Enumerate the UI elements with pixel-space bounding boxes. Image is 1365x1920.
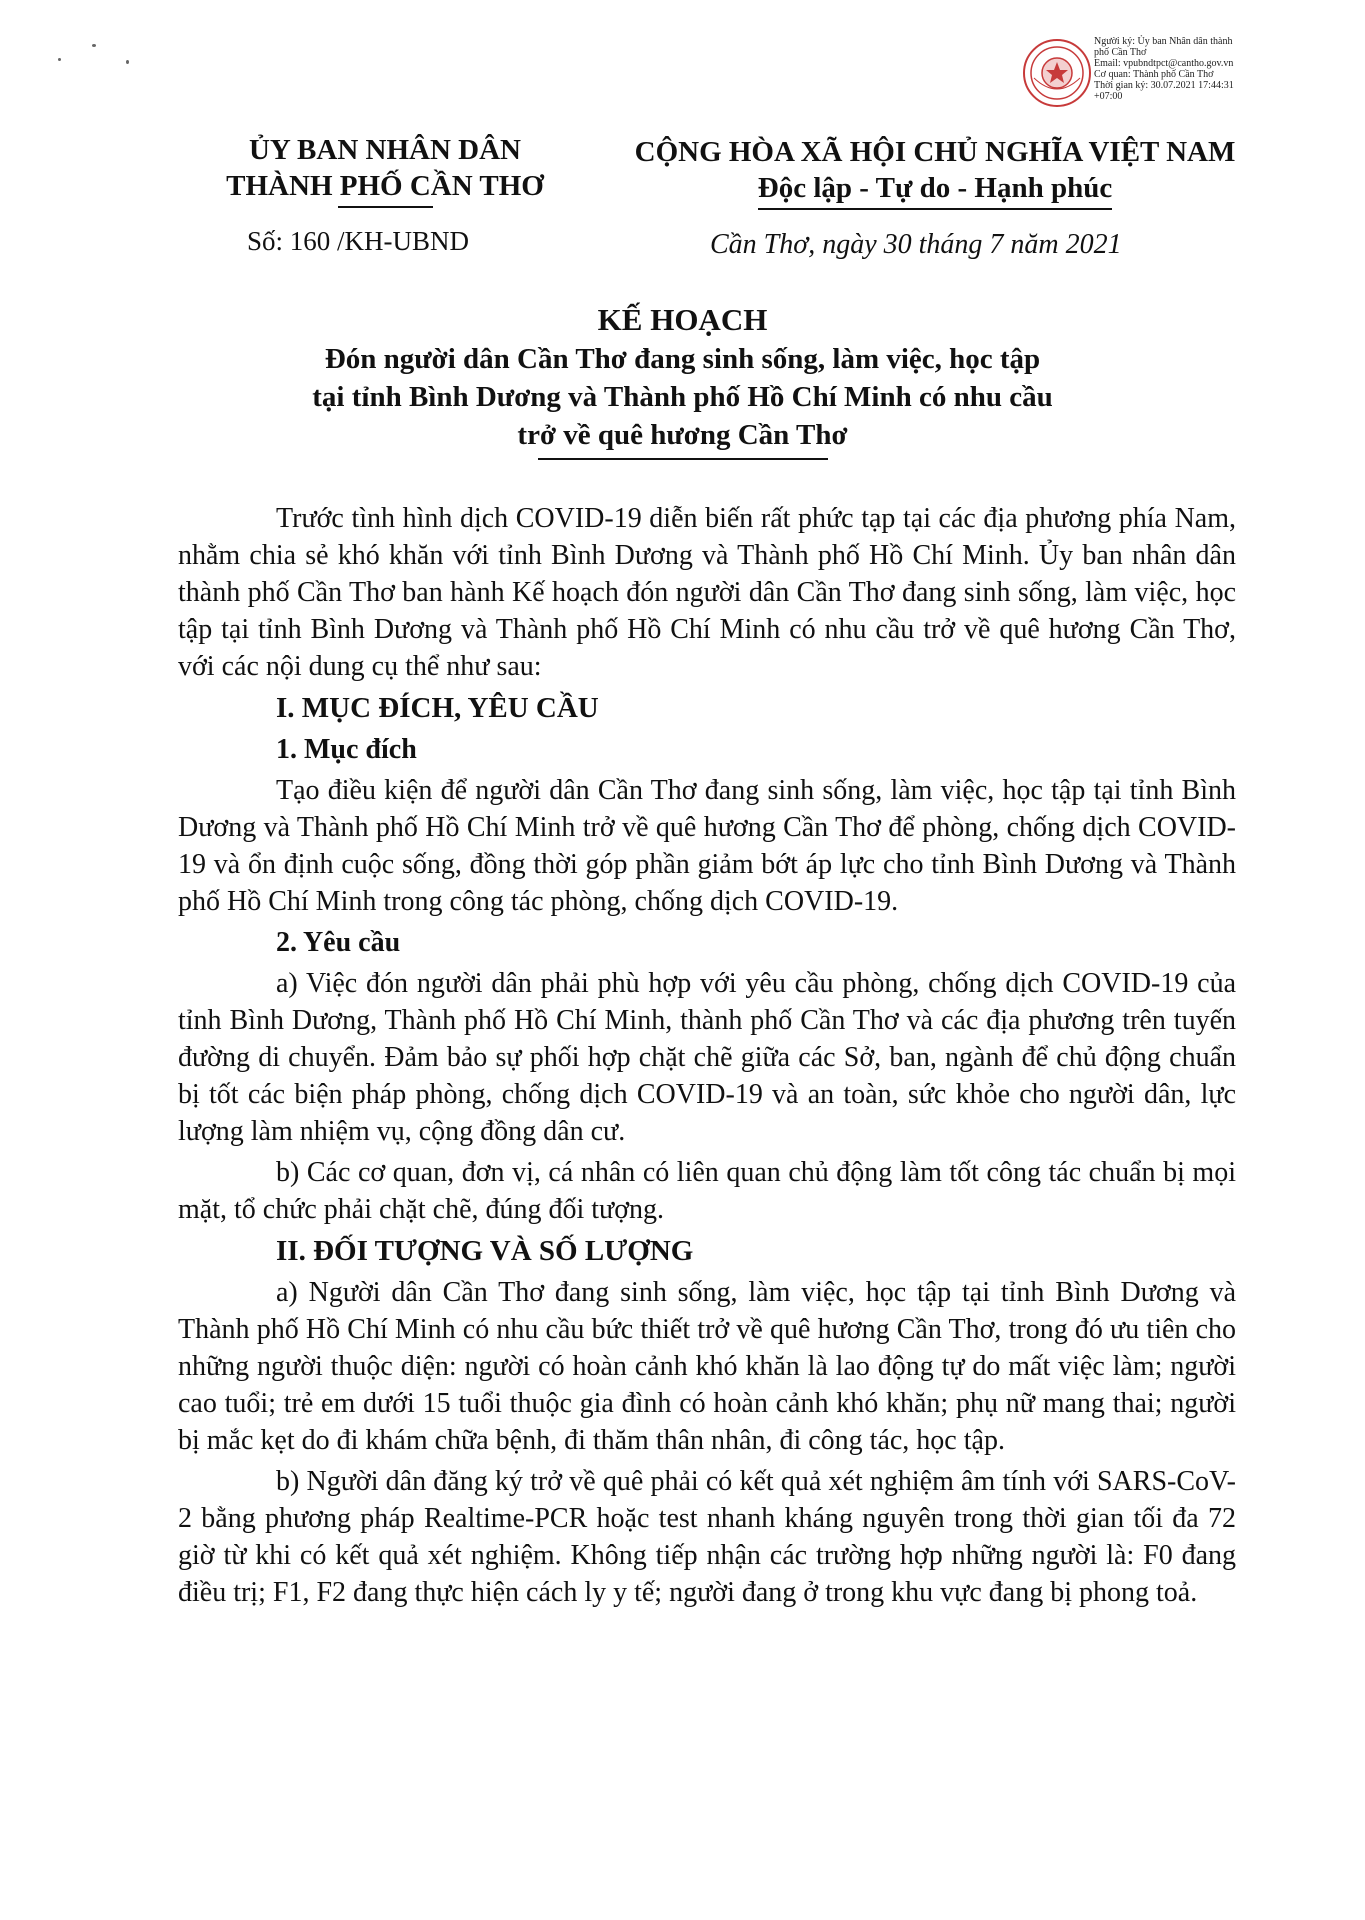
signature-line: +07:00 bbox=[1094, 91, 1123, 102]
body-paragraph: Tạo điều kiện để người dân Cần Thơ đang sinh sống, làm việc, học tập tại tỉnh Bình Dương và Thành phố Hồ Chí Minh trở về quê hương Cần Thơ để phòng, chống dịch COVID-19 và ổn định cuộc sống, đồng thời góp phần giảm bớt áp lực cho tỉnh Bình Dương và Thành phố Hồ Chí Minh trong công tác phòng, chống dịch COVID-19. bbox=[178, 775, 1236, 917]
national-motto: Độc lập - Tự do - Hạnh phúc bbox=[758, 170, 1113, 210]
title-line-1: Đón người dân Cần Thơ đang sinh sống, làm việc, học tập bbox=[324, 343, 1041, 375]
section-heading: II. ĐỐI TƯỢNG VÀ SỐ LƯỢNG bbox=[276, 1235, 694, 1267]
signature-line: Thời gian ký: 30.07.2021 17:44:31 bbox=[1094, 80, 1234, 91]
subsection-heading: 2. Yêu cầu bbox=[276, 927, 401, 958]
body-paragraph: a) Việc đón người dân phải phù hợp với yêu cầu phòng, chống dịch COVID-19 của tỉnh Bình Dương, Thành phố Hồ Chí Minh, thành phố Cần Thơ và các địa phương trên tuyến đường di chuyển. Đảm bảo sự phối hợp chặt chẽ giữa các Sở, ban, ngành để chủ động chuẩn bị tốt các biện pháp phòng, chống dịch COVID-19 và an toàn, sức khỏe cho người dân, lực lượng làm nhiệm vụ, cộng đồng dân cư. bbox=[178, 968, 1236, 1147]
issuing-agency bbox=[200, 132, 570, 208]
place-and-date: Cần Thơ, ngày 30 tháng 7 năm 2021 bbox=[710, 229, 1122, 260]
national-emblem-seal-icon bbox=[1022, 38, 1092, 108]
title-underline bbox=[538, 458, 828, 460]
signature-line: Email: vpubndtpct@cantho.gov.vn bbox=[1094, 58, 1234, 69]
title-line-2: tại tỉnh Bình Dương và Thành phố Hồ Chí Minh có nhu cầu bbox=[312, 381, 1053, 413]
digital-signature-info bbox=[1094, 36, 1294, 102]
document-title bbox=[200, 300, 1165, 460]
subsection-heading: 1. Mục đích bbox=[276, 734, 417, 765]
nation-name: CỘNG HÒA XÃ HỘI CHỦ NGHĨA VIỆT NAM bbox=[634, 136, 1236, 168]
body-paragraph: b) Các cơ quan, đơn vị, cá nhân có liên quan chủ động làm tốt công tác chuẩn bị mọi mặt, tổ chức phải chặt chẽ, đúng đối tượng. bbox=[178, 1157, 1236, 1225]
section-heading: I. MỤC ĐÍCH, YÊU CẦU bbox=[276, 692, 599, 724]
document-number: Số: 160 /KH-UBND bbox=[247, 226, 470, 256]
agency-line-2: THÀNH PHỐ CẦN THƠ bbox=[226, 170, 544, 202]
signature-line: Cơ quan: Thành phố Cần Thơ bbox=[1094, 69, 1214, 80]
scan-speck bbox=[58, 58, 61, 61]
scan-speck bbox=[126, 60, 129, 64]
agency-line-1: ỦY BAN NHÂN DÂN bbox=[248, 134, 521, 166]
scan-speck bbox=[92, 44, 96, 47]
title-line-3: trở về quê hương Cần Thơ bbox=[517, 419, 848, 451]
national-header bbox=[615, 134, 1255, 210]
intro-paragraph: Trước tình hình dịch COVID-19 diễn biến rất phức tạp tại các địa phương phía Nam, nhằm chia sẻ khó khăn với tỉnh Bình Dương và Thành phố Hồ Chí Minh. Ủy ban nhân dân thành phố Cần Thơ ban hành Kế hoạch đón người dân Cần Thơ đang sinh sống, làm việc, học tập tại tỉnh Bình Dương và Thành phố Hồ Chí Minh có nhu cầu trở về quê hương Cần Thơ, với các nội dung cụ thể như sau: bbox=[178, 503, 1236, 682]
agency-underline bbox=[338, 206, 433, 208]
signature-line: Người ký: Ủy ban Nhân dân thành bbox=[1094, 36, 1233, 47]
document-type: KẾ HOẠCH bbox=[597, 302, 768, 337]
document-body bbox=[178, 500, 1236, 1615]
signature-line: phố Cần Thơ bbox=[1094, 47, 1147, 58]
body-paragraph: a) Người dân Cần Thơ đang sinh sống, làm việc, học tập tại tỉnh Bình Dương và Thành phố Hồ Chí Minh có nhu cầu bức thiết trở về quê hương Cần Thơ, trong đó ưu tiên cho những người thuộc diện: người có hoàn cảnh khó khăn là lao động tự do mất việc làm; người cao tuổi; trẻ em dưới 15 tuổi thuộc gia đình có hoàn cảnh khó khăn; phụ nữ mang thai; người bị mắc kẹt do đi khám chữa bệnh, đi thăm thân nhân, đi công tác, học tập. bbox=[178, 1277, 1236, 1456]
body-paragraph: b) Người dân đăng ký trở về quê phải có kết quả xét nghiệm âm tính với SARS-CoV-2 bằng phương pháp Realtime-PCR hoặc test nhanh kháng nguyên trong thời gian tối đa 72 giờ từ khi có kết quả xét nghiệm. Không tiếp nhận các trường hợp những người là: F0 đang điều trị; F1, F2 đang thực hiện cách ly y tế; người đang ở trong khu vực đang bị phong toả. bbox=[178, 1466, 1236, 1608]
